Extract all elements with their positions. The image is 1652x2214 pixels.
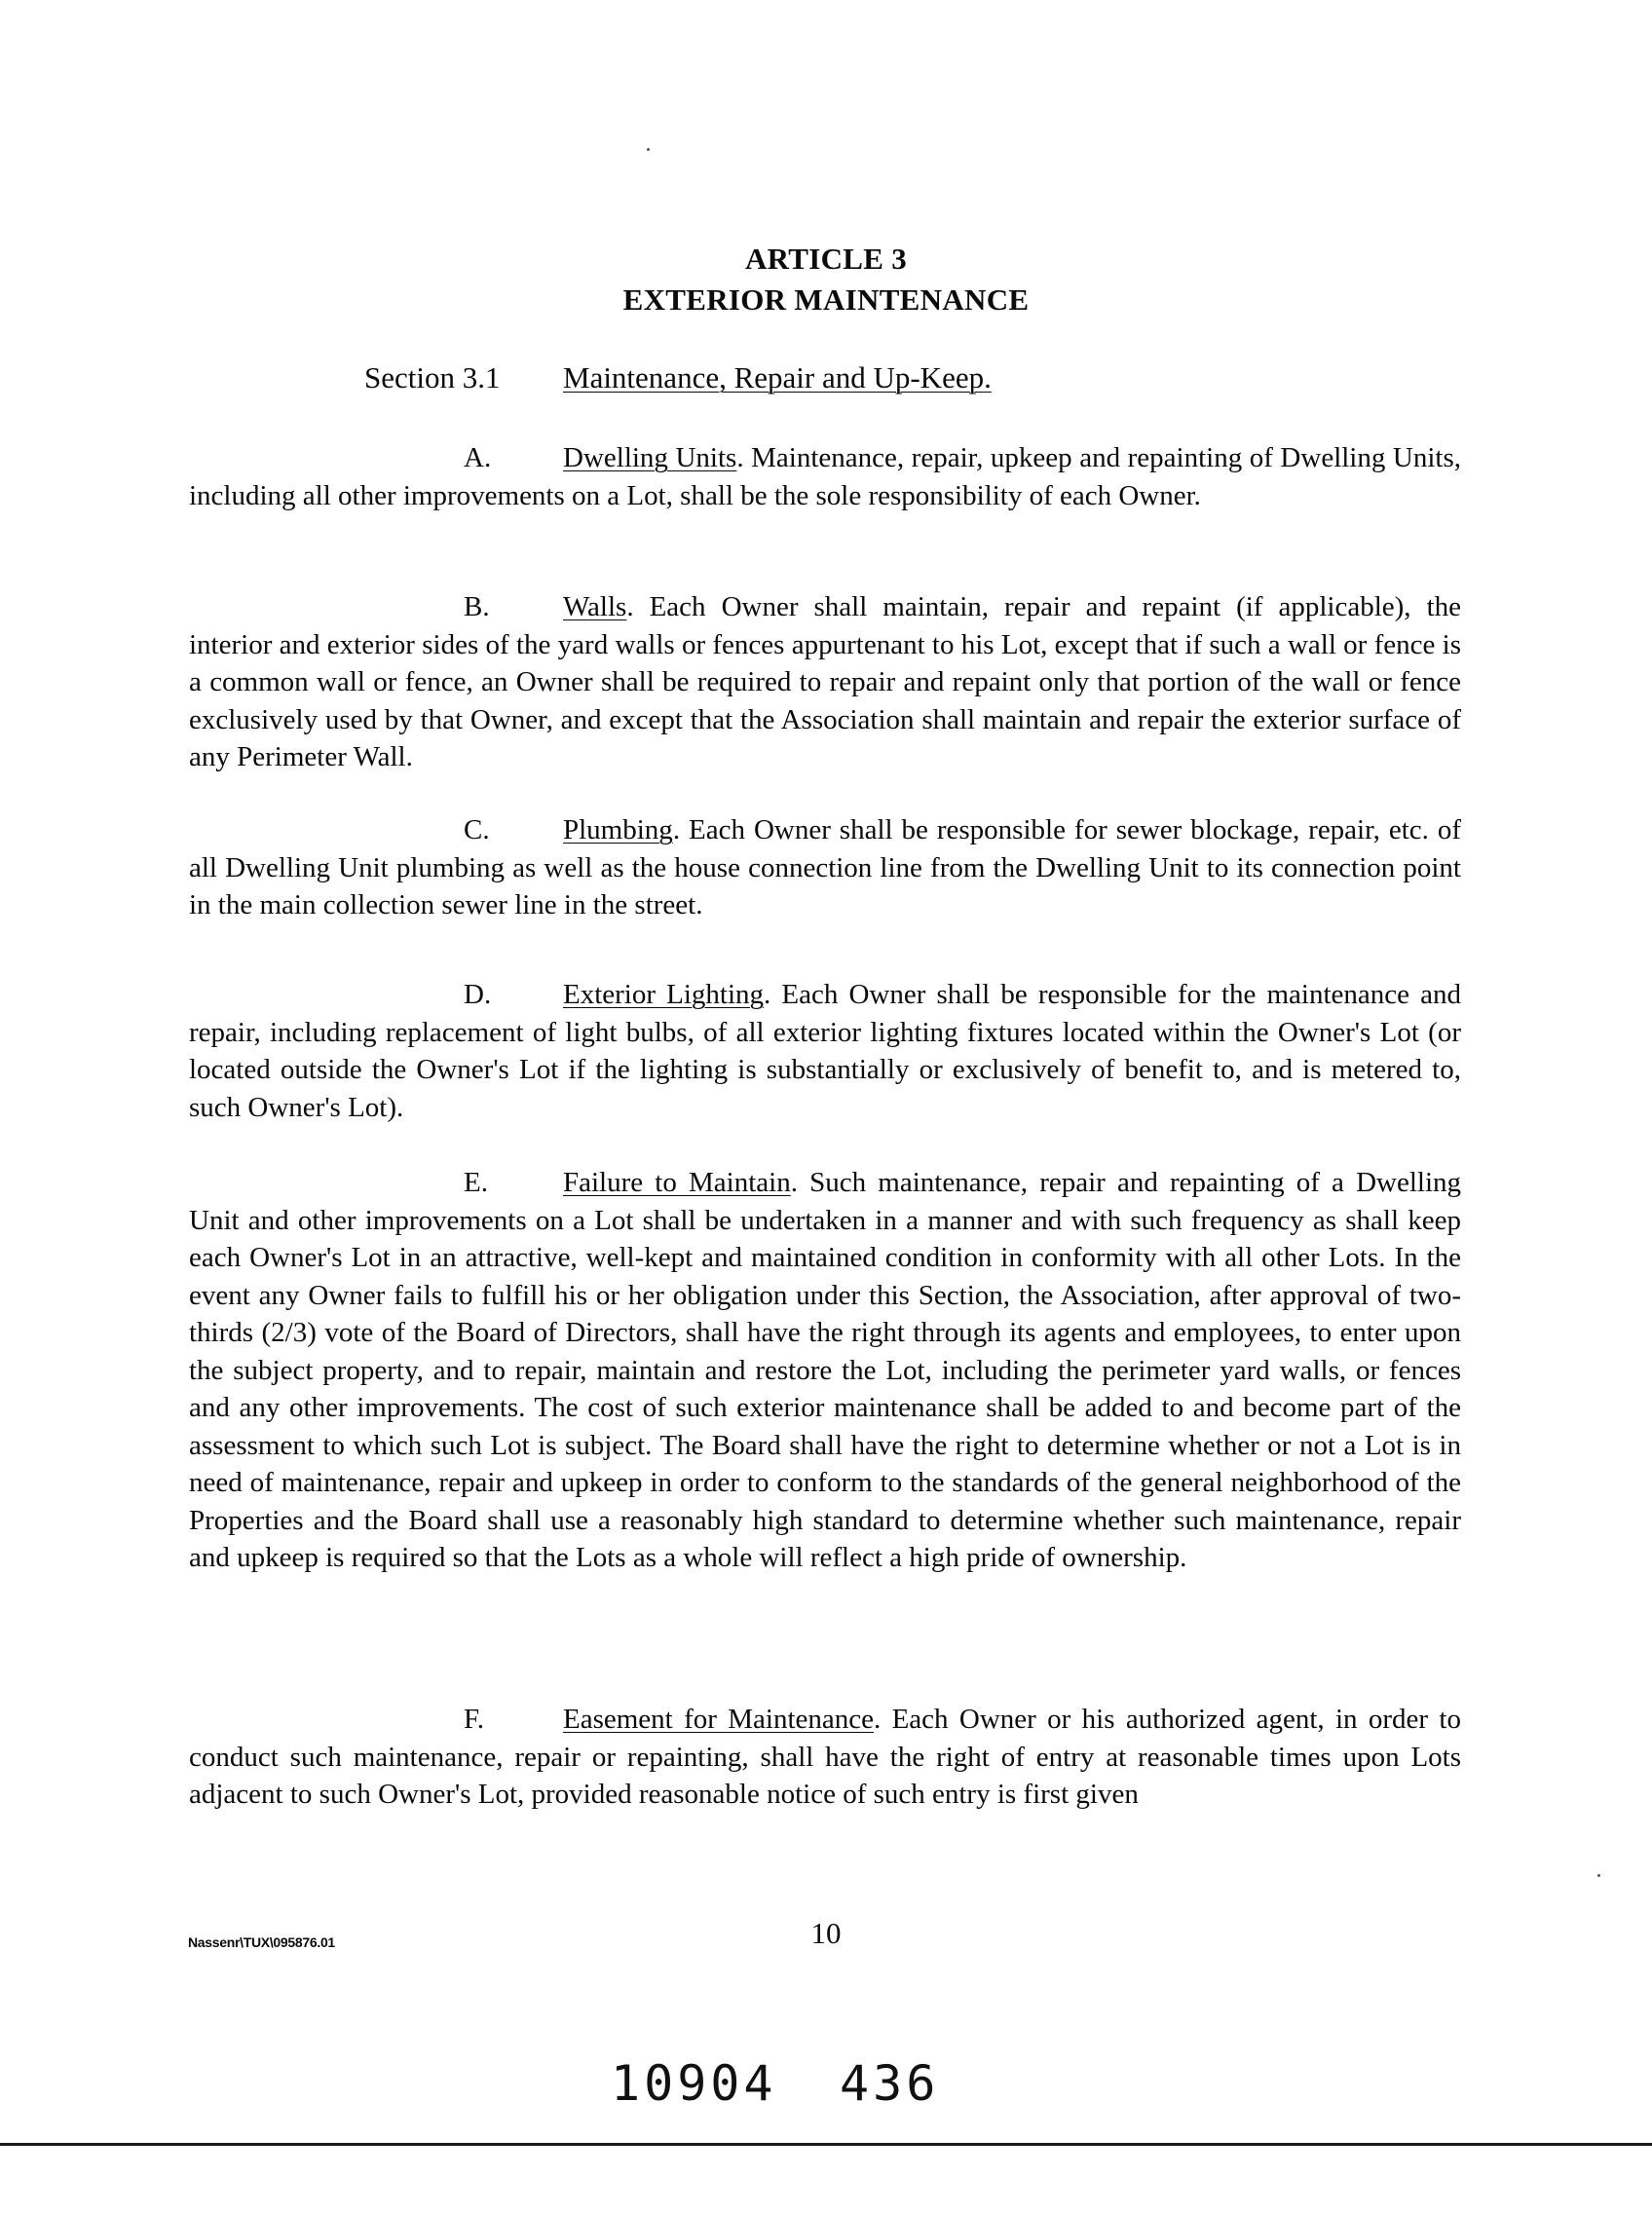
paragraph-body: . Each Owner shall be responsible for sewer blockage, repair, etc. of all Dwelling Unit plumbing as well as the house connection line from the Dwelling Unit to its connection point in the main collection sewer line in the street. [189, 814, 1461, 920]
paragraph-title: Failure to Maintain [563, 1167, 791, 1198]
paragraph-title: Plumbing [563, 814, 673, 845]
recording-stamp-page: 436 [840, 2055, 940, 2112]
paragraph-body: . Such maintenance, repair and repainting of a Dwelling Unit and other improvements on a Lot shall be undertaken in a manner and with such frequency as shall keep each Owner's Lot in an attractive, well-kept and maintained condition in conformity with all other Lots. In the event any Owner fails to fulfill his or her obligation under this Section, the Association, after approval of two-thirds (2/3) vote of the Board of Directors, shall have the right through its agents and employees, to enter upon the subject property, and to repair, maintain and restore the Lot, including the perimeter yard walls, or fences and any other improvements. The cost of such exterior maintenance shall be added to and become part of the assessment to which such Lot is subject. The Board shall have the right to determine whether or not a Lot is in need of maintenance, repair and upkeep in order to conform to the standards of the general neighborhood of the Properties and the Board shall use a reasonably high standard to determine whether such maintenance, repair and upkeep is required so that the Lots as a whole will reflect a high pride of ownership. [189, 1167, 1462, 1573]
article-title: EXTERIOR MAINTENANCE [622, 282, 1030, 317]
paragraph-letter: C. [464, 814, 490, 845]
section-title: Maintenance, Repair and Up-Keep [563, 360, 985, 394]
scan-speck [1597, 1874, 1600, 1877]
section-title-period: . [984, 360, 992, 394]
paragraph-b [189, 588, 1461, 776]
paragraph-letter: D. [464, 979, 492, 1010]
paragraph-body: . Each Owner or his authorized agent, in order to conduct such maintenance, repair or repainting, shall have the right of entry at reasonable times upon Lots adjacent to such Owner's Lot, provided reasonable notice of such entry is first given [189, 1704, 1461, 1810]
paragraph-f [189, 1701, 1461, 1814]
paragraph-d [189, 976, 1461, 1126]
paragraph-body: . Maintenance, repair, upkeep and repainting of Dwelling Units, including all other improvements on a Lot, shall be the sole responsibility of each Owner. [189, 442, 1462, 511]
paragraph-a [189, 439, 1461, 514]
article-number: ARTICLE 3 [744, 242, 908, 276]
paragraph-title: Easement for Maintenance [563, 1704, 874, 1735]
section-title-wrap [563, 360, 992, 395]
paragraph-letter: A. [464, 442, 492, 473]
footer-file-reference: Nassenr\TUX\095876.01 [188, 1934, 335, 1950]
paragraph-letter: B. [464, 591, 490, 622]
page-number: 10 [810, 1916, 842, 1950]
paragraph-body: . Each Owner shall be responsible for the maintenance and repair, including replacement of light bulbs, of all exterior lighting fixtures located within the Owner's Lot (or located outside the Owner's Lot if the lighting is substantially or exclusively of benefit to, and is metered to, such Owner's Lot). [189, 979, 1461, 1123]
paragraph-title: Dwelling Units [563, 442, 737, 473]
paragraph-title: Walls [563, 591, 627, 622]
recording-stamp-book: 10904 [611, 2055, 777, 2112]
paragraph-e [189, 1164, 1461, 1577]
scan-speck [647, 148, 650, 151]
paragraph-title: Exterior Lighting [563, 979, 765, 1010]
paragraph-c [189, 811, 1461, 924]
section-label: Section 3.1 [364, 360, 501, 394]
section-heading [364, 360, 992, 395]
paragraph-body: . Each Owner shall maintain, repair and repaint (if applicable), the interior and exterior sides of the yard walls or fences appurtenant to his Lot, except that if such a wall or fence is a common wall or fence, an Owner shall be required to repair and repaint only that portion of the wall or fence exclusively used by that Owner, and except that the Association shall maintain and repair the exterior surface of any Perimeter Wall. [189, 591, 1461, 772]
paragraph-letter: E. [464, 1167, 488, 1198]
paragraph-letter: F. [464, 1704, 485, 1735]
scan-edge-rule [0, 2143, 1652, 2146]
